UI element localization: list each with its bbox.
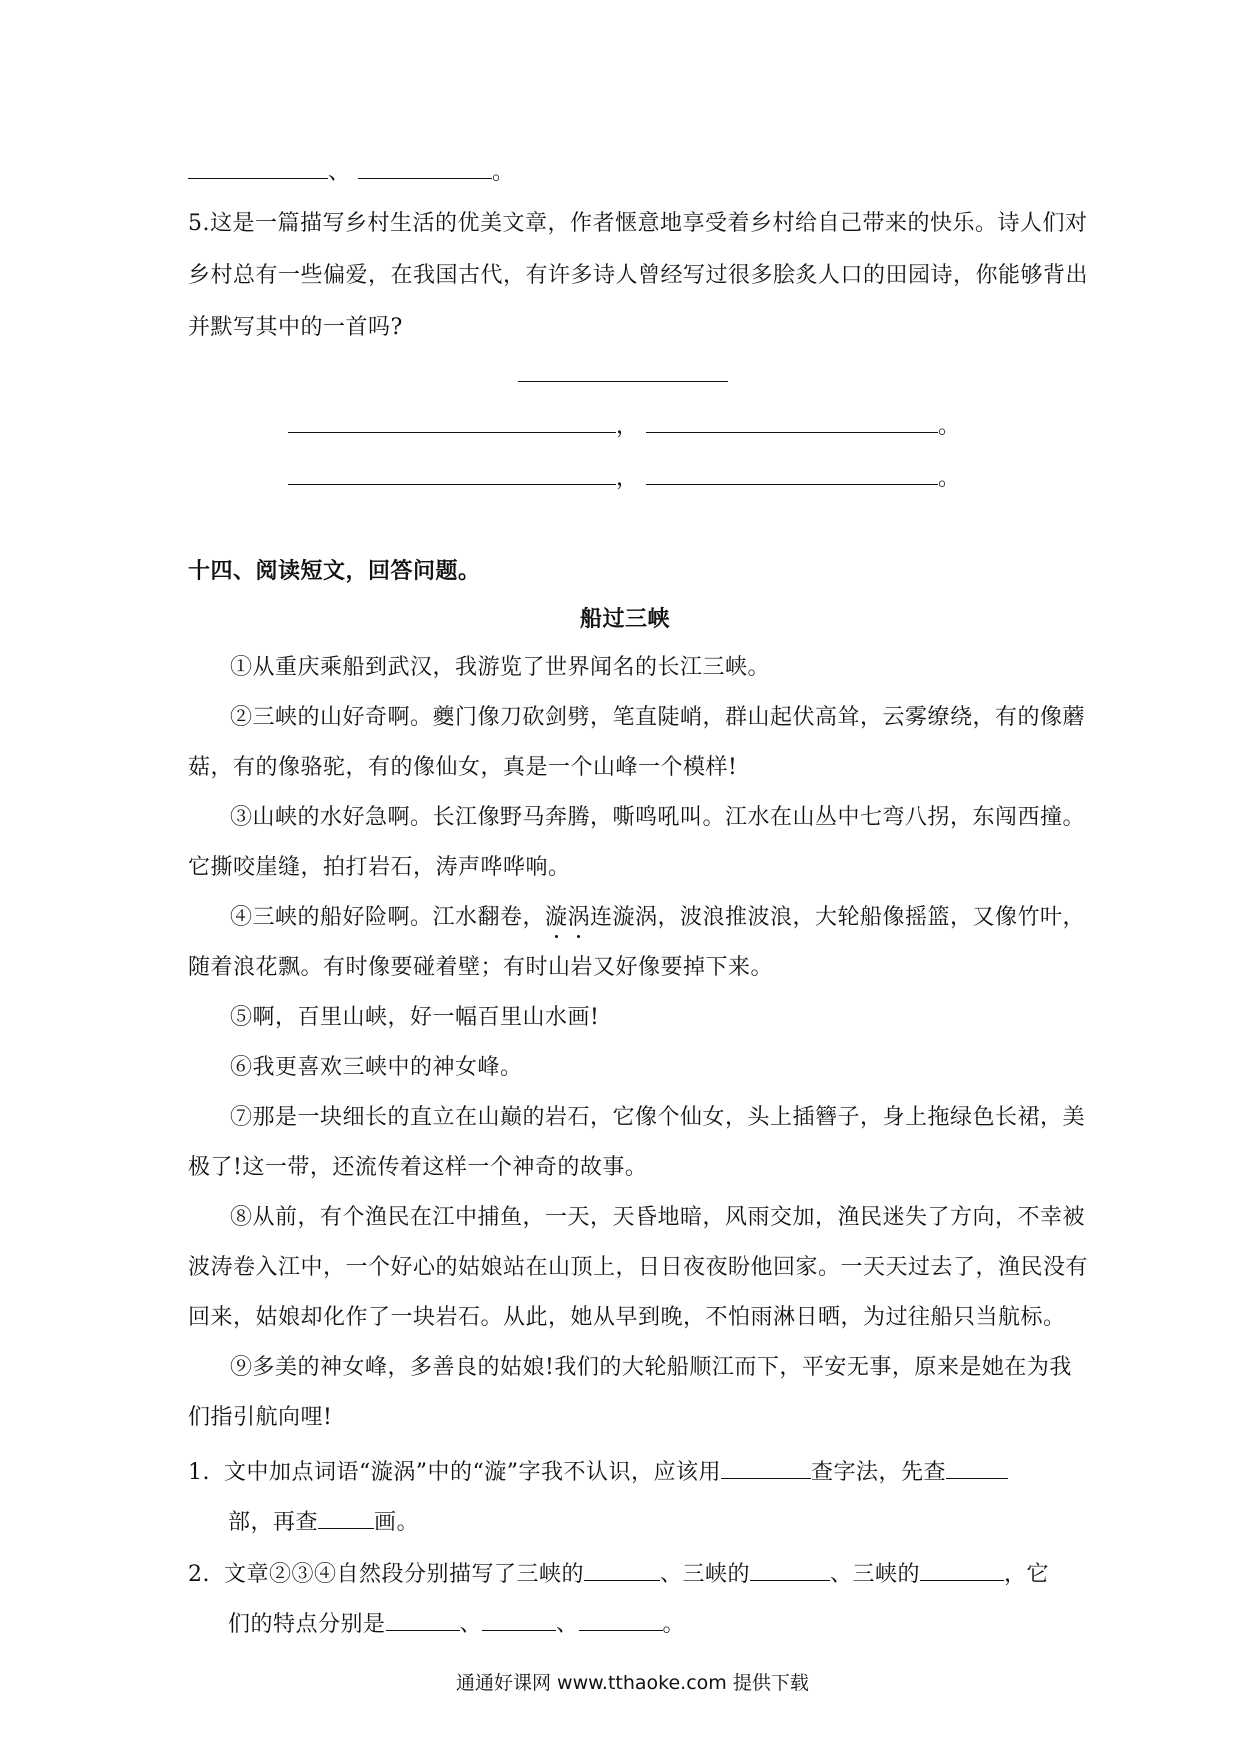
blank[interactable] xyxy=(946,1456,1008,1479)
blank[interactable] xyxy=(288,462,616,485)
passage-title: 船过三峡 xyxy=(580,607,671,632)
poem-title-blank[interactable] xyxy=(518,381,728,382)
text: 连漩涡，波浪推波浪，大轮船像摇篮，又像竹叶， xyxy=(590,905,1086,930)
paragraph-1: ①从重庆乘船到武汉，我游览了世界闻名的长江三峡。 xyxy=(230,655,771,680)
blank[interactable] xyxy=(188,156,328,179)
blank[interactable] xyxy=(920,1558,1004,1581)
paragraph-3-line-1: ③山峡的水好急啊。长江像野马奔腾，嘶鸣吼叫。江水在山丛中七弯八拐，东闯西撞。 xyxy=(230,805,1086,830)
text: 、三峡的 xyxy=(660,1562,751,1587)
text: 部，再查 xyxy=(228,1510,319,1535)
paragraph-6: ⑥我更喜欢三峡中的神女峰。 xyxy=(230,1055,523,1080)
text: 文章②③④自然段分别描写了三峡的 xyxy=(224,1562,585,1587)
blank[interactable] xyxy=(579,1608,663,1631)
paragraph-2-line-2: 菇，有的像骆驼，有的像仙女，真是一个山峰一个模样! xyxy=(188,755,738,780)
paragraph-9-line-1: ⑨多美的神女峰，多善良的姑娘!我们的大轮船顺江而下，平安无事，原来是她在为我 xyxy=(230,1355,1072,1380)
paragraph-3-line-2: 它撕咬崖缝，拍打岩石，涛声哗哗响。 xyxy=(188,855,571,880)
question-1-line-1 xyxy=(188,1456,1008,1488)
poem-line-1 xyxy=(288,410,961,442)
paragraph-4-line-1 xyxy=(230,903,1085,933)
blank[interactable] xyxy=(358,156,492,179)
blank[interactable] xyxy=(646,410,938,433)
paragraph-8-line-1: ⑧从前，有个渔民在江中捕鱼，一天，天昏地暗，风雨交加，渔民迷失了方向，不幸被 xyxy=(230,1205,1086,1230)
paragraph-4-line-2: 随着浪花飘。有时像要碰着壁；有时山岩又好像要掉下来。 xyxy=(188,955,774,980)
text: 、三峡的 xyxy=(830,1562,921,1587)
blank[interactable] xyxy=(318,1506,374,1529)
section-heading: 十四、阅读短文，回答问题。 xyxy=(188,559,481,584)
blank[interactable] xyxy=(750,1558,830,1581)
paragraph-8-line-2: 波涛卷入江中，一个好心的姑娘站在山顶上，日日夜夜盼他回家。一天天过去了，渔民没有 xyxy=(188,1255,1089,1280)
period: 。 xyxy=(662,1612,686,1637)
separator: 、 xyxy=(328,160,351,185)
paragraph-9-line-2: 们指引航向哩! xyxy=(188,1405,333,1430)
comma: ， xyxy=(616,466,639,491)
text: ，它 xyxy=(1004,1562,1050,1587)
question-number: 1. xyxy=(188,1460,210,1485)
paragraph-2-line-1: ②三峡的山好奇啊。夔门像刀砍剑劈，笔直陡峭，群山起伏高耸，云雾缭绕，有的像蘑 xyxy=(230,705,1086,730)
period: 。 xyxy=(492,160,515,185)
question-1-line-2 xyxy=(228,1506,419,1538)
blank[interactable] xyxy=(386,1608,460,1631)
separator: 、 xyxy=(556,1612,579,1637)
text: ④三峡的船好险啊。江水翻卷， xyxy=(230,905,546,930)
blank[interactable] xyxy=(482,1608,556,1631)
separator: 、 xyxy=(459,1612,483,1637)
dotted-char: 漩 xyxy=(545,905,568,930)
text: 画。 xyxy=(374,1510,420,1535)
paragraph-5: ⑤啊，百里山峡，好一幅百里山水画! xyxy=(230,1005,600,1030)
footer-credit: 通通好课网 www.tthaoke.com 提供下载 xyxy=(456,1672,809,1694)
paragraph-7-line-1: ⑦那是一块细长的直立在山巅的岩石，它像个仙女，头上插簪子，身上拖绿色长裙，美 xyxy=(230,1105,1086,1130)
q5-line-2: 乡村总有一些偏爱，在我国古代，有许多诗人曾经写过很多脍炙人口的田园诗，你能够背出 xyxy=(188,263,1089,288)
text: 文中加点词语“漩涡”中的“漩”字我不认识，应该用 xyxy=(224,1460,721,1485)
dotted-char: 涡 xyxy=(567,905,591,930)
text: 们的特点分别是 xyxy=(228,1612,386,1637)
blank[interactable] xyxy=(646,462,938,485)
paragraph-8-line-3: 回来，姑娘却化作了一块岩石。从此，她从早到晚，不怕雨淋日晒，为过往船只当航标。 xyxy=(188,1305,1066,1330)
question-number: 2. xyxy=(188,1562,210,1587)
period: 。 xyxy=(938,466,961,491)
blank[interactable] xyxy=(584,1558,660,1581)
paragraph-7-line-2: 极了!这一带，还流传着这样一个神奇的故事。 xyxy=(188,1155,648,1180)
answer-line-top xyxy=(188,156,515,188)
question-2-line-1 xyxy=(188,1558,1049,1590)
blank[interactable] xyxy=(288,410,616,433)
text: 查字法，先查 xyxy=(811,1460,947,1485)
q5-line-1: 5.这是一篇描写乡村生活的优美文章，作者惬意地享受着乡村给自己带来的快乐。诗人们对 xyxy=(188,211,1088,236)
comma: ， xyxy=(616,414,639,439)
period: 。 xyxy=(938,414,961,439)
blank[interactable] xyxy=(721,1456,811,1479)
question-2-line-2 xyxy=(228,1608,685,1640)
poem-line-2 xyxy=(288,462,961,494)
q5-line-3: 并默写其中的一首吗? xyxy=(188,315,403,340)
